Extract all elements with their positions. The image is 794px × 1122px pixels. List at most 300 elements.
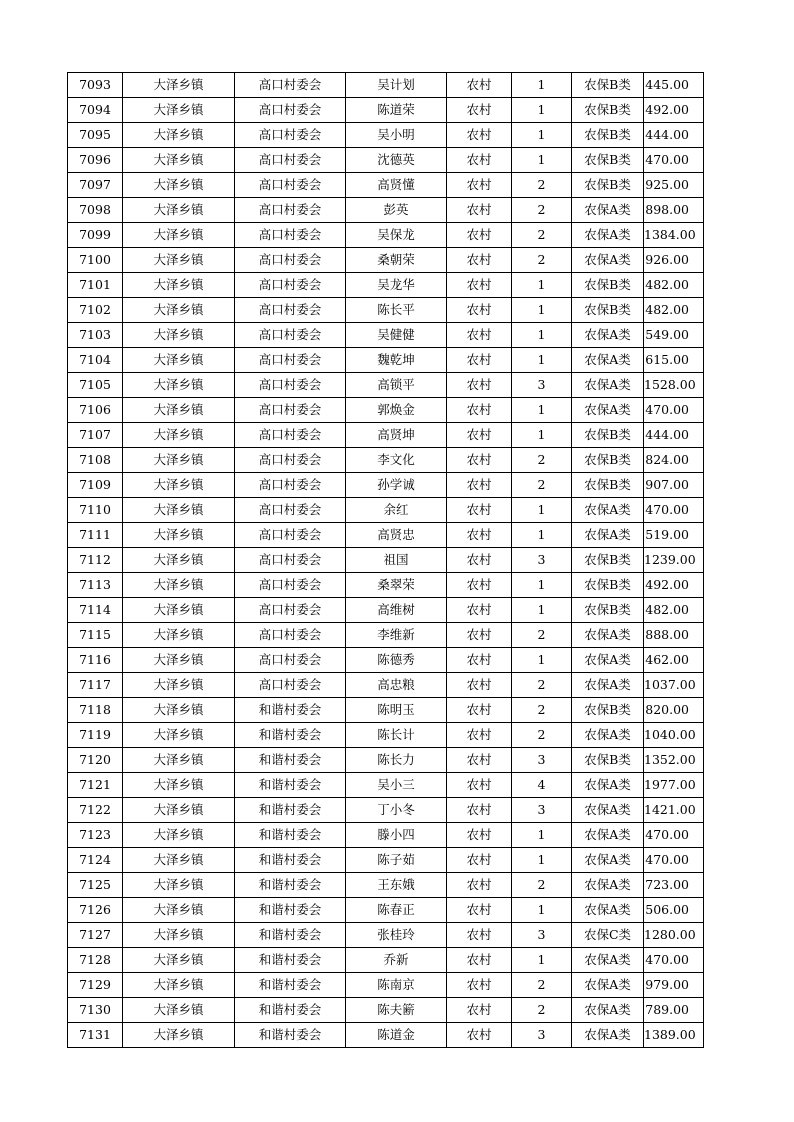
person-name-cell: 高锁平 [346, 373, 447, 398]
table-row [68, 523, 704, 548]
area-type-cell: 农村 [447, 223, 512, 248]
person-name-cell: 高贤坤 [346, 423, 447, 448]
village-committee-cell: 高口村委会 [235, 248, 346, 273]
person-name-cell: 高维树 [346, 598, 447, 623]
insurance-category-cell: 农保B类 [572, 98, 644, 123]
village-committee-cell: 高口村委会 [235, 523, 346, 548]
amount-cell: 470.00 [644, 848, 704, 873]
insurance-category-cell: 农保A类 [572, 498, 644, 523]
township-cell: 大泽乡镇 [123, 248, 235, 273]
table-row [68, 473, 704, 498]
household-size-cell: 1 [512, 823, 572, 848]
amount-cell: 444.00 [644, 423, 704, 448]
village-committee-cell: 高口村委会 [235, 298, 346, 323]
township-cell: 大泽乡镇 [123, 848, 235, 873]
village-committee-cell: 和谐村委会 [235, 773, 346, 798]
household-size-cell: 2 [512, 673, 572, 698]
person-name-cell: 吴保龙 [346, 223, 447, 248]
table-row [68, 248, 704, 273]
person-name-cell: 陈长计 [346, 723, 447, 748]
household-size-cell: 1 [512, 298, 572, 323]
person-name-cell: 陈道金 [346, 1023, 447, 1048]
amount-cell: 470.00 [644, 148, 704, 173]
person-name-cell: 李文化 [346, 448, 447, 473]
row-number-cell: 7111 [68, 523, 123, 548]
village-committee-cell: 高口村委会 [235, 648, 346, 673]
amount-cell: 549.00 [644, 323, 704, 348]
township-cell: 大泽乡镇 [123, 898, 235, 923]
insurance-category-cell: 农保A类 [572, 773, 644, 798]
amount-cell: 470.00 [644, 398, 704, 423]
area-type-cell: 农村 [447, 948, 512, 973]
person-name-cell: 彭英 [346, 198, 447, 223]
area-type-cell: 农村 [447, 148, 512, 173]
amount-cell: 482.00 [644, 598, 704, 623]
insurance-category-cell: 农保A类 [572, 823, 644, 848]
row-number-cell: 7131 [68, 1023, 123, 1048]
household-size-cell: 3 [512, 798, 572, 823]
insurance-category-cell: 农保A类 [572, 873, 644, 898]
row-number-cell: 7130 [68, 998, 123, 1023]
roster-body [68, 73, 704, 1048]
insurance-category-cell: 农保A类 [572, 648, 644, 673]
area-type-cell: 农村 [447, 573, 512, 598]
township-cell: 大泽乡镇 [123, 498, 235, 523]
village-committee-cell: 和谐村委会 [235, 848, 346, 873]
insurance-category-cell: 农保B类 [572, 473, 644, 498]
row-number-cell: 7125 [68, 873, 123, 898]
table-row [68, 423, 704, 448]
amount-cell: 1421.00 [644, 798, 704, 823]
insurance-category-cell: 农保B类 [572, 748, 644, 773]
table-row [68, 273, 704, 298]
person-name-cell: 祖国 [346, 548, 447, 573]
table-row [68, 598, 704, 623]
village-committee-cell: 和谐村委会 [235, 973, 346, 998]
township-cell: 大泽乡镇 [123, 923, 235, 948]
township-cell: 大泽乡镇 [123, 398, 235, 423]
household-size-cell: 3 [512, 548, 572, 573]
household-size-cell: 2 [512, 173, 572, 198]
row-number-cell: 7096 [68, 148, 123, 173]
row-number-cell: 7094 [68, 98, 123, 123]
village-committee-cell: 高口村委会 [235, 323, 346, 348]
person-name-cell: 陈夫簖 [346, 998, 447, 1023]
table-row [68, 148, 704, 173]
household-size-cell: 1 [512, 123, 572, 148]
household-size-cell: 3 [512, 1023, 572, 1048]
table-row [68, 548, 704, 573]
amount-cell: 482.00 [644, 273, 704, 298]
insurance-category-cell: 农保B类 [572, 448, 644, 473]
insurance-category-cell: 农保A类 [572, 198, 644, 223]
area-type-cell: 农村 [447, 898, 512, 923]
person-name-cell: 余红 [346, 498, 447, 523]
person-name-cell: 张桂玲 [346, 923, 447, 948]
township-cell: 大泽乡镇 [123, 173, 235, 198]
area-type-cell: 农村 [447, 623, 512, 648]
person-name-cell: 陈长平 [346, 298, 447, 323]
insurance-category-cell: 农保B类 [572, 573, 644, 598]
insurance-category-cell: 农保B类 [572, 698, 644, 723]
row-number-cell: 7102 [68, 298, 123, 323]
village-committee-cell: 和谐村委会 [235, 798, 346, 823]
township-cell: 大泽乡镇 [123, 273, 235, 298]
amount-cell: 462.00 [644, 648, 704, 673]
table-row [68, 698, 704, 723]
person-name-cell: 丁小冬 [346, 798, 447, 823]
village-committee-cell: 高口村委会 [235, 98, 346, 123]
person-name-cell: 陈南京 [346, 973, 447, 998]
township-cell: 大泽乡镇 [123, 98, 235, 123]
area-type-cell: 农村 [447, 298, 512, 323]
village-committee-cell: 和谐村委会 [235, 873, 346, 898]
township-cell: 大泽乡镇 [123, 823, 235, 848]
area-type-cell: 农村 [447, 698, 512, 723]
amount-cell: 615.00 [644, 348, 704, 373]
insurance-category-cell: 农保A类 [572, 948, 644, 973]
area-type-cell: 农村 [447, 748, 512, 773]
amount-cell: 888.00 [644, 623, 704, 648]
amount-cell: 1239.00 [644, 548, 704, 573]
village-committee-cell: 高口村委会 [235, 498, 346, 523]
area-type-cell: 农村 [447, 823, 512, 848]
insurance-category-cell: 农保A类 [572, 348, 644, 373]
township-cell: 大泽乡镇 [123, 423, 235, 448]
area-type-cell: 农村 [447, 1023, 512, 1048]
row-number-cell: 7101 [68, 273, 123, 298]
person-name-cell: 高忠粮 [346, 673, 447, 698]
township-cell: 大泽乡镇 [123, 523, 235, 548]
person-name-cell: 高贤懂 [346, 173, 447, 198]
row-number-cell: 7115 [68, 623, 123, 648]
village-committee-cell: 高口村委会 [235, 173, 346, 198]
insurance-category-cell: 农保A类 [572, 848, 644, 873]
area-type-cell: 农村 [447, 873, 512, 898]
row-number-cell: 7099 [68, 223, 123, 248]
village-committee-cell: 高口村委会 [235, 398, 346, 423]
amount-cell: 1040.00 [644, 723, 704, 748]
person-name-cell: 陈子茹 [346, 848, 447, 873]
row-number-cell: 7093 [68, 73, 123, 98]
table-row [68, 373, 704, 398]
township-cell: 大泽乡镇 [123, 373, 235, 398]
insurance-category-cell: 农保B类 [572, 273, 644, 298]
household-size-cell: 2 [512, 198, 572, 223]
area-type-cell: 农村 [447, 423, 512, 448]
person-name-cell: 王东娥 [346, 873, 447, 898]
insurance-category-cell: 农保A类 [572, 898, 644, 923]
table-row [68, 498, 704, 523]
area-type-cell: 农村 [447, 373, 512, 398]
table-row [68, 848, 704, 873]
household-size-cell: 2 [512, 698, 572, 723]
area-type-cell: 农村 [447, 98, 512, 123]
household-size-cell: 1 [512, 648, 572, 673]
village-committee-cell: 和谐村委会 [235, 748, 346, 773]
row-number-cell: 7107 [68, 423, 123, 448]
township-cell: 大泽乡镇 [123, 748, 235, 773]
village-committee-cell: 高口村委会 [235, 573, 346, 598]
person-name-cell: 陈长力 [346, 748, 447, 773]
township-cell: 大泽乡镇 [123, 298, 235, 323]
insurance-category-cell: 农保A类 [572, 373, 644, 398]
township-cell: 大泽乡镇 [123, 873, 235, 898]
household-size-cell: 3 [512, 373, 572, 398]
township-cell: 大泽乡镇 [123, 723, 235, 748]
household-size-cell: 1 [512, 73, 572, 98]
table-row [68, 573, 704, 598]
household-size-cell: 3 [512, 923, 572, 948]
row-number-cell: 7124 [68, 848, 123, 873]
village-committee-cell: 和谐村委会 [235, 923, 346, 948]
person-name-cell: 桑翠荣 [346, 573, 447, 598]
person-name-cell: 吴计划 [346, 73, 447, 98]
village-committee-cell: 和谐村委会 [235, 898, 346, 923]
village-committee-cell: 高口村委会 [235, 548, 346, 573]
area-type-cell: 农村 [447, 548, 512, 573]
household-size-cell: 1 [512, 948, 572, 973]
village-committee-cell: 高口村委会 [235, 423, 346, 448]
table-row [68, 798, 704, 823]
row-number-cell: 7129 [68, 973, 123, 998]
village-committee-cell: 和谐村委会 [235, 698, 346, 723]
insurance-category-cell: 农保B类 [572, 123, 644, 148]
area-type-cell: 农村 [447, 998, 512, 1023]
person-name-cell: 吴小明 [346, 123, 447, 148]
area-type-cell: 农村 [447, 673, 512, 698]
village-committee-cell: 高口村委会 [235, 623, 346, 648]
area-type-cell: 农村 [447, 473, 512, 498]
row-number-cell: 7121 [68, 773, 123, 798]
table-row [68, 898, 704, 923]
person-name-cell: 陈道荣 [346, 98, 447, 123]
row-number-cell: 7128 [68, 948, 123, 973]
table-row [68, 173, 704, 198]
village-committee-cell: 高口村委会 [235, 373, 346, 398]
area-type-cell: 农村 [447, 73, 512, 98]
household-size-cell: 2 [512, 473, 572, 498]
amount-cell: 723.00 [644, 873, 704, 898]
table-row [68, 623, 704, 648]
township-cell: 大泽乡镇 [123, 598, 235, 623]
household-size-cell: 1 [512, 523, 572, 548]
area-type-cell: 农村 [447, 848, 512, 873]
village-committee-cell: 和谐村委会 [235, 823, 346, 848]
household-size-cell: 2 [512, 448, 572, 473]
amount-cell: 1352.00 [644, 748, 704, 773]
amount-cell: 445.00 [644, 73, 704, 98]
area-type-cell: 农村 [447, 498, 512, 523]
household-size-cell: 2 [512, 248, 572, 273]
row-number-cell: 7113 [68, 573, 123, 598]
household-size-cell: 1 [512, 848, 572, 873]
person-name-cell: 沈德英 [346, 148, 447, 173]
row-number-cell: 7118 [68, 698, 123, 723]
amount-cell: 519.00 [644, 523, 704, 548]
person-name-cell: 陈明玉 [346, 698, 447, 723]
table-row [68, 648, 704, 673]
village-committee-cell: 高口村委会 [235, 348, 346, 373]
household-size-cell: 2 [512, 623, 572, 648]
person-name-cell: 郭焕金 [346, 398, 447, 423]
insurance-category-cell: 农保A类 [572, 398, 644, 423]
table-row [68, 823, 704, 848]
township-cell: 大泽乡镇 [123, 998, 235, 1023]
table-row [68, 223, 704, 248]
person-name-cell: 魏乾坤 [346, 348, 447, 373]
area-type-cell: 农村 [447, 123, 512, 148]
township-cell: 大泽乡镇 [123, 323, 235, 348]
table-row [68, 198, 704, 223]
area-type-cell: 农村 [447, 323, 512, 348]
amount-cell: 506.00 [644, 898, 704, 923]
area-type-cell: 农村 [447, 648, 512, 673]
township-cell: 大泽乡镇 [123, 148, 235, 173]
table-row [68, 673, 704, 698]
village-committee-cell: 高口村委会 [235, 598, 346, 623]
village-committee-cell: 高口村委会 [235, 73, 346, 98]
insurance-category-cell: 农保B类 [572, 423, 644, 448]
household-size-cell: 2 [512, 973, 572, 998]
row-number-cell: 7122 [68, 798, 123, 823]
row-number-cell: 7095 [68, 123, 123, 148]
township-cell: 大泽乡镇 [123, 73, 235, 98]
table-row [68, 973, 704, 998]
insurance-category-cell: 农保B类 [572, 173, 644, 198]
household-size-cell: 1 [512, 398, 572, 423]
amount-cell: 470.00 [644, 498, 704, 523]
amount-cell: 1977.00 [644, 773, 704, 798]
insurance-category-cell: 农保A类 [572, 798, 644, 823]
table-row [68, 123, 704, 148]
township-cell: 大泽乡镇 [123, 773, 235, 798]
row-number-cell: 7112 [68, 548, 123, 573]
row-number-cell: 7117 [68, 673, 123, 698]
table-row [68, 73, 704, 98]
insurance-category-cell: 农保B类 [572, 548, 644, 573]
insurance-category-cell: 农保A类 [572, 973, 644, 998]
amount-cell: 979.00 [644, 973, 704, 998]
table-row [68, 1023, 704, 1048]
amount-cell: 492.00 [644, 573, 704, 598]
row-number-cell: 7119 [68, 723, 123, 748]
township-cell: 大泽乡镇 [123, 948, 235, 973]
row-number-cell: 7097 [68, 173, 123, 198]
insurance-category-cell: 农保A类 [572, 323, 644, 348]
village-committee-cell: 和谐村委会 [235, 948, 346, 973]
amount-cell: 926.00 [644, 248, 704, 273]
village-committee-cell: 高口村委会 [235, 223, 346, 248]
amount-cell: 1384.00 [644, 223, 704, 248]
person-name-cell: 桑朝荣 [346, 248, 447, 273]
row-number-cell: 7103 [68, 323, 123, 348]
household-size-cell: 1 [512, 273, 572, 298]
roster-table [67, 72, 704, 1048]
person-name-cell: 高贤忠 [346, 523, 447, 548]
area-type-cell: 农村 [447, 198, 512, 223]
insurance-category-cell: 农保A类 [572, 998, 644, 1023]
table-row [68, 298, 704, 323]
amount-cell: 482.00 [644, 298, 704, 323]
table-row [68, 398, 704, 423]
amount-cell: 789.00 [644, 998, 704, 1023]
village-committee-cell: 和谐村委会 [235, 998, 346, 1023]
row-number-cell: 7105 [68, 373, 123, 398]
township-cell: 大泽乡镇 [123, 1023, 235, 1048]
household-size-cell: 2 [512, 723, 572, 748]
insurance-category-cell: 农保A类 [572, 623, 644, 648]
area-type-cell: 农村 [447, 273, 512, 298]
insurance-category-cell: 农保A类 [572, 1023, 644, 1048]
township-cell: 大泽乡镇 [123, 198, 235, 223]
table-row [68, 998, 704, 1023]
table-row [68, 873, 704, 898]
township-cell: 大泽乡镇 [123, 973, 235, 998]
village-committee-cell: 高口村委会 [235, 148, 346, 173]
area-type-cell: 农村 [447, 248, 512, 273]
township-cell: 大泽乡镇 [123, 698, 235, 723]
household-size-cell: 1 [512, 498, 572, 523]
person-name-cell: 孙学诚 [346, 473, 447, 498]
person-name-cell: 滕小四 [346, 823, 447, 848]
table-row [68, 723, 704, 748]
row-number-cell: 7108 [68, 448, 123, 473]
person-name-cell: 陈春正 [346, 898, 447, 923]
township-cell: 大泽乡镇 [123, 798, 235, 823]
household-size-cell: 2 [512, 223, 572, 248]
village-committee-cell: 高口村委会 [235, 198, 346, 223]
row-number-cell: 7127 [68, 923, 123, 948]
insurance-category-cell: 农保B类 [572, 298, 644, 323]
village-committee-cell: 高口村委会 [235, 473, 346, 498]
village-committee-cell: 高口村委会 [235, 123, 346, 148]
area-type-cell: 农村 [447, 348, 512, 373]
area-type-cell: 农村 [447, 798, 512, 823]
row-number-cell: 7120 [68, 748, 123, 773]
row-number-cell: 7104 [68, 348, 123, 373]
person-name-cell: 乔新 [346, 948, 447, 973]
row-number-cell: 7123 [68, 823, 123, 848]
township-cell: 大泽乡镇 [123, 223, 235, 248]
amount-cell: 824.00 [644, 448, 704, 473]
amount-cell: 1389.00 [644, 1023, 704, 1048]
township-cell: 大泽乡镇 [123, 623, 235, 648]
amount-cell: 925.00 [644, 173, 704, 198]
table-row [68, 448, 704, 473]
insurance-category-cell: 农保A类 [572, 248, 644, 273]
person-name-cell: 吴健健 [346, 323, 447, 348]
amount-cell: 898.00 [644, 198, 704, 223]
person-name-cell: 吴小三 [346, 773, 447, 798]
table-row [68, 348, 704, 373]
table-row [68, 773, 704, 798]
person-name-cell: 李维新 [346, 623, 447, 648]
person-name-cell: 吴龙华 [346, 273, 447, 298]
insurance-category-cell: 农保B类 [572, 598, 644, 623]
village-committee-cell: 和谐村委会 [235, 1023, 346, 1048]
table-row [68, 98, 704, 123]
village-committee-cell: 高口村委会 [235, 273, 346, 298]
person-name-cell: 陈德秀 [346, 648, 447, 673]
amount-cell: 470.00 [644, 948, 704, 973]
amount-cell: 907.00 [644, 473, 704, 498]
row-number-cell: 7126 [68, 898, 123, 923]
area-type-cell: 农村 [447, 598, 512, 623]
amount-cell: 1528.00 [644, 373, 704, 398]
township-cell: 大泽乡镇 [123, 123, 235, 148]
table-row [68, 923, 704, 948]
